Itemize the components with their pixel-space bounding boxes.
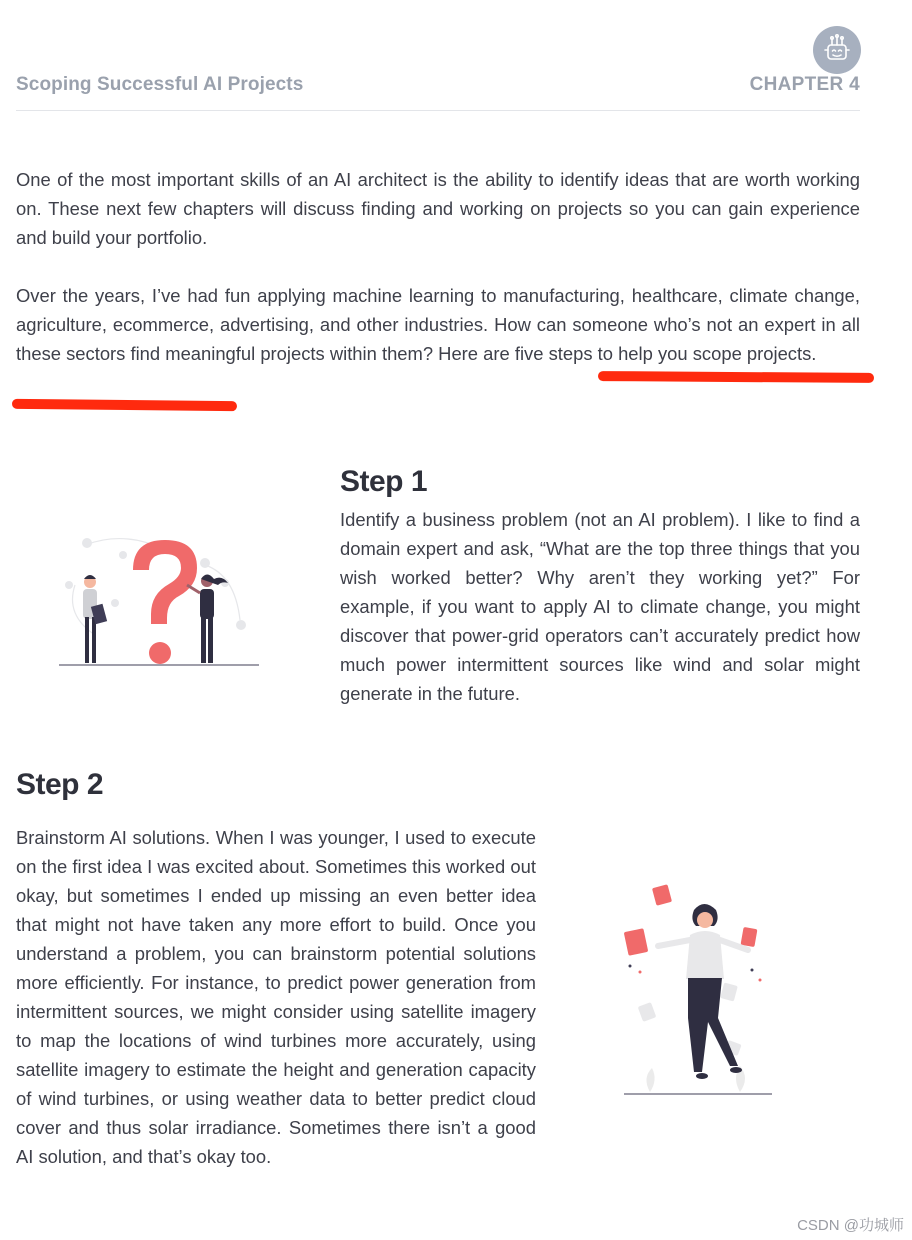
robot-face-icon: [813, 26, 861, 74]
highlight-underline-1: [598, 371, 874, 383]
header-divider: [16, 110, 860, 111]
step-1-title: Step 1: [340, 465, 428, 498]
highlight-underline-2: [12, 399, 237, 411]
header-title: Scoping Successful AI Projects: [16, 74, 304, 95]
step-2-body: Brainstorm AI solutions. When I was younger, I used to execute on the first idea I was excited about. Sometimes this worked out okay, but sometimes I ended up missing an even better idea that might not have taken any more effort to build. Once you understand a problem, you can brainstorm potential solutions more efficiently. For instance, to predict power generation from intermittent sources, we might consider using satellite imagery to map the locations of wind turbines more accurately, using satellite imagery to estimate the height and generation capacity of wind turbines, or using weather data to better predict cloud cover and thus solar irradiance. Sometimes there isn’t a good AI solution, and that’s okay too.: [16, 827, 536, 1167]
question-mark-people-illustration: [55, 525, 265, 670]
watermark: CSDN @功城师: [797, 1217, 904, 1234]
step-1-body: Identify a business problem (not an AI problem). I like to find a domain expert and ask, “What are the top three things that you wish worked better? Why aren’t they working yet?” For example, if you want to apply AI to climate change, you might discover that power-grid operators can’t accurately predict how much power intermittent sources like wind and solar might generate in the future.: [340, 509, 860, 704]
chapter-badge: [813, 26, 861, 74]
header-chapter: CHAPTER 4: [749, 74, 860, 95]
intro-paragraph-1: One of the most important skills of an AI architect is the ability to identify ideas that are worth working on. These next few chapters will discuss finding and working on projects so you can gain experience and build your portfolio.: [16, 169, 860, 248]
intro-paragraph-2: Over the years, I’ve had fun applying machine learning to manufacturing, healthcare, climate change, agriculture, ecommerce, advertising, and other industries. How can someone who’s not an expert in all these sectors find meaningful projects within them? Here are five steps to help you scope projects.: [16, 285, 860, 364]
juggling-ideas-illustration: [610, 880, 780, 1100]
step-2-title: Step 2: [16, 768, 104, 801]
